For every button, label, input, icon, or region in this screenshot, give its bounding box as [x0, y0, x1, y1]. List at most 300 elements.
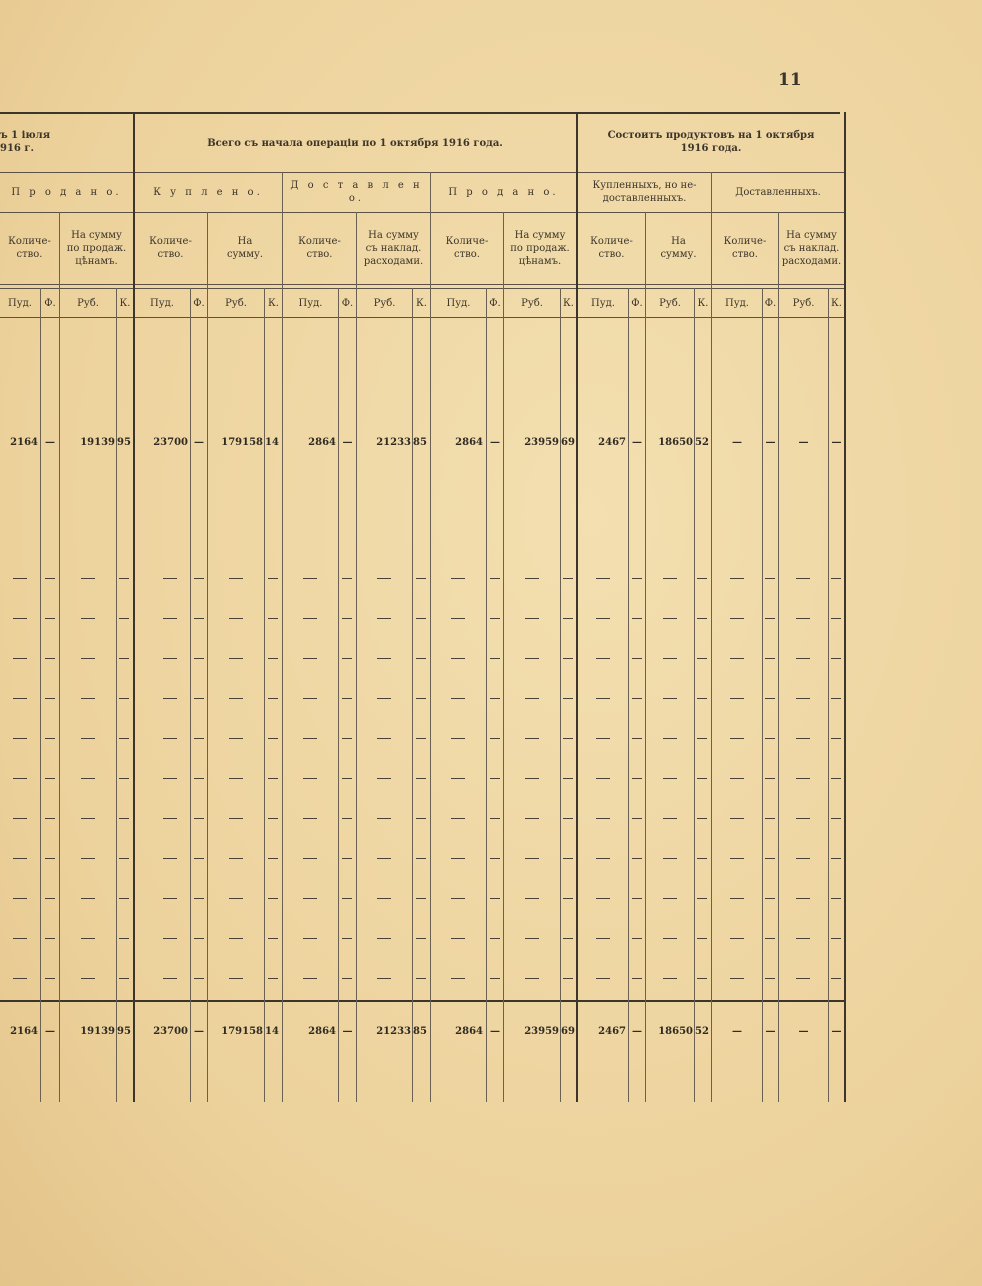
empty-cell-dash	[194, 858, 204, 859]
empty-cell-dash	[268, 818, 278, 819]
empty-cell-dash	[765, 738, 775, 739]
total-bought-rub: 179158	[221, 1026, 263, 1037]
empty-cell-dash	[525, 738, 539, 739]
empty-cell-dash	[697, 978, 707, 979]
vline-u11	[762, 288, 763, 1102]
empty-cell-dash	[45, 778, 55, 779]
unit-pud-1: Пуд.	[8, 297, 32, 309]
empty-cell-dash	[596, 618, 610, 619]
empty-cell-dash	[377, 738, 391, 739]
vline-u9	[628, 288, 629, 1102]
total-sold-k: 69	[561, 1026, 575, 1037]
main-deliv-pud: 2864	[308, 437, 336, 448]
empty-cell-dash	[765, 858, 775, 859]
empty-cell-dash	[163, 898, 177, 899]
rule-units	[0, 317, 846, 318]
empty-cell-dash	[490, 738, 500, 739]
empty-cell-dash	[416, 898, 426, 899]
empty-cell-dash	[416, 778, 426, 779]
header-main-group: Всего съ начала операціи по 1 октября 1916 года.	[207, 137, 503, 149]
empty-cell-dash	[490, 938, 500, 939]
empty-cell-dash	[490, 698, 500, 699]
empty-cell-dash	[632, 858, 642, 859]
total-sold-pud: 2864	[455, 1026, 483, 1037]
empty-cell-dash	[268, 978, 278, 979]
main-bought-k: 14	[265, 437, 279, 448]
total-bnd-k: 52	[695, 1026, 709, 1037]
empty-cell-dash	[563, 938, 573, 939]
sub-sum-delivered: На сумму съ наклад. расходами.	[363, 229, 424, 267]
empty-cell-dash	[119, 738, 129, 739]
empty-cell-dash	[697, 658, 707, 659]
empty-cell-dash	[765, 938, 775, 939]
empty-cell-dash	[525, 898, 539, 899]
empty-cell-dash	[303, 938, 317, 939]
empty-cell-dash	[342, 978, 352, 979]
empty-cell-dash	[796, 778, 810, 779]
empty-cell-dash	[730, 938, 744, 939]
empty-cell-dash	[229, 818, 243, 819]
empty-cell-dash	[13, 738, 27, 739]
empty-cell-dash	[229, 698, 243, 699]
empty-cell-dash	[663, 978, 677, 979]
empty-cell-dash	[563, 818, 573, 819]
empty-cell-dash	[119, 618, 129, 619]
empty-cell-dash	[632, 938, 642, 939]
empty-cell-dash	[229, 858, 243, 859]
empty-cell-dash	[119, 898, 129, 899]
empty-cell-dash	[490, 818, 500, 819]
empty-cell-dash	[194, 738, 204, 739]
empty-cell-dash	[831, 618, 841, 619]
empty-cell-dash	[13, 578, 27, 579]
empty-cell-dash	[229, 898, 243, 899]
empty-cell-dash	[796, 938, 810, 939]
empty-cell-dash	[119, 698, 129, 699]
rule-subheader	[0, 284, 846, 285]
sub-qty-bnd: Количе- ство.	[590, 236, 633, 260]
total-deliv-rub: 21233	[376, 1026, 411, 1037]
empty-cell-dash	[13, 938, 27, 939]
empty-cell-dash	[451, 578, 465, 579]
total-bnd-pud: 2467	[598, 1026, 626, 1037]
sub-sum-bought: На сумму.	[226, 236, 264, 260]
main-sold-pud: 2864	[455, 437, 483, 448]
empty-cell-dash	[730, 778, 744, 779]
ledger-table	[0, 112, 846, 1102]
empty-cell-dash	[490, 978, 500, 979]
empty-cell-dash	[119, 658, 129, 659]
vline-s5	[645, 212, 646, 1102]
total-ds-rub: —	[798, 1026, 809, 1037]
empty-cell-dash	[229, 738, 243, 739]
empty-cell-dash	[596, 898, 610, 899]
empty-cell-dash	[416, 978, 426, 979]
empty-cell-dash	[377, 578, 391, 579]
empty-cell-dash	[377, 778, 391, 779]
vline-s4	[503, 212, 504, 1102]
empty-cell-dash	[663, 858, 677, 859]
total-deliv-k: 85	[413, 1026, 427, 1037]
main-bought-pud: 23700	[153, 437, 188, 448]
main-bnd-pud: 2467	[598, 437, 626, 448]
empty-cell-dash	[831, 938, 841, 939]
empty-cell-dash	[268, 858, 278, 859]
empty-cell-dash	[525, 578, 539, 579]
empty-cell-dash	[596, 858, 610, 859]
empty-cell-dash	[596, 698, 610, 699]
unit-pud-5: Пуд.	[591, 297, 615, 309]
empty-cell-dash	[490, 658, 500, 659]
empty-cell-dash	[525, 658, 539, 659]
empty-cell-dash	[342, 938, 352, 939]
empty-cell-dash	[596, 738, 610, 739]
header-sold: П р о д а н о.	[448, 186, 559, 198]
empty-cell-dash	[697, 578, 707, 579]
page-number: 11	[778, 70, 802, 90]
unit-rub-6: Руб.	[792, 297, 815, 309]
empty-cell-dash	[303, 898, 317, 899]
empty-cell-dash	[765, 578, 775, 579]
empty-cell-dash	[81, 898, 95, 899]
total-sold-rub: 23959	[524, 1026, 559, 1037]
empty-cell-dash	[45, 978, 55, 979]
empty-cell-dash	[525, 818, 539, 819]
empty-cell-dash	[451, 818, 465, 819]
empty-cell-dash	[831, 698, 841, 699]
empty-cell-dash	[697, 778, 707, 779]
empty-cell-dash	[563, 898, 573, 899]
total-sold-f: —	[490, 1026, 500, 1037]
empty-cell-dash	[194, 618, 204, 619]
empty-cell-dash	[377, 938, 391, 939]
unit-rub-3: Руб.	[373, 297, 396, 309]
empty-cell-dash	[342, 698, 352, 699]
vline-s1	[59, 212, 60, 1102]
unit-k-6: К.	[831, 297, 842, 309]
total-bought-k: 14	[265, 1026, 279, 1037]
empty-cell-dash	[525, 978, 539, 979]
empty-cell-dash	[796, 738, 810, 739]
empty-cell-dash	[697, 938, 707, 939]
empty-cell-dash	[268, 898, 278, 899]
empty-cell-dash	[377, 618, 391, 619]
empty-cell-dash	[796, 698, 810, 699]
empty-cell-dash	[119, 858, 129, 859]
empty-cell-dash	[45, 618, 55, 619]
empty-cell-dash	[377, 698, 391, 699]
main-ds-rub: —	[798, 437, 809, 448]
empty-cell-dash	[796, 898, 810, 899]
empty-cell-dash	[416, 698, 426, 699]
empty-cell-dash	[303, 738, 317, 739]
empty-cell-dash	[45, 658, 55, 659]
empty-cell-dash	[416, 858, 426, 859]
empty-cell-dash	[119, 818, 129, 819]
empty-cell-dash	[596, 778, 610, 779]
sub-qty-bought: Количе- ство.	[149, 236, 192, 260]
header-delivered-stock: Доставленныхъ.	[735, 186, 821, 198]
empty-cell-dash	[13, 698, 27, 699]
unit-f-3: Ф.	[341, 297, 354, 309]
unit-k-1: К.	[119, 297, 131, 309]
vline-u12	[828, 288, 829, 1102]
total-bought-pud: 23700	[153, 1026, 188, 1037]
empty-cell-dash	[416, 618, 426, 619]
empty-cell-dash	[451, 898, 465, 899]
empty-cell-dash	[525, 618, 539, 619]
empty-cell-dash	[765, 818, 775, 819]
sub-sum-sale-left: На сумму по продаж. цѣнамъ.	[66, 229, 127, 267]
empty-cell-dash	[45, 698, 55, 699]
empty-cell-dash	[831, 778, 841, 779]
empty-cell-dash	[796, 858, 810, 859]
empty-cell-dash	[81, 778, 95, 779]
header-bought: К у п л е н о.	[153, 186, 263, 198]
empty-cell-dash	[13, 658, 27, 659]
empty-cell-dash	[229, 658, 243, 659]
empty-cell-dash	[831, 818, 841, 819]
empty-cell-dash	[730, 978, 744, 979]
vline-u4	[264, 288, 265, 1102]
sub-qty-left: Количе- ство.	[8, 236, 51, 260]
empty-cell-dash	[268, 578, 278, 579]
empty-cell-dash	[663, 778, 677, 779]
rule-subgroup	[0, 212, 846, 213]
unit-pud-6: Пуд.	[725, 297, 749, 309]
empty-cell-dash	[451, 778, 465, 779]
empty-cell-dash	[697, 858, 707, 859]
empty-cell-dash	[525, 698, 539, 699]
rule-total	[0, 1000, 846, 1002]
empty-cell-dash	[563, 578, 573, 579]
empty-cell-dash	[342, 618, 352, 619]
empty-cell-dash	[451, 698, 465, 699]
unit-pud-2: Пуд.	[150, 297, 174, 309]
sub-qty-ds: Количе- ство.	[723, 236, 767, 260]
empty-cell-dash	[796, 658, 810, 659]
empty-cell-dash	[81, 618, 95, 619]
empty-cell-dash	[81, 658, 95, 659]
empty-cell-dash	[194, 578, 204, 579]
main-left-pud: 2164	[10, 437, 38, 448]
empty-cell-dash	[303, 818, 317, 819]
empty-cell-dash	[632, 778, 642, 779]
unit-rub-2: Руб.	[225, 297, 247, 309]
empty-cell-dash	[13, 618, 27, 619]
unit-pud-4: Пуд.	[446, 297, 471, 309]
unit-f-6: Ф.	[764, 297, 777, 309]
empty-cell-dash	[45, 578, 55, 579]
vline-s2	[207, 212, 208, 1102]
empty-cell-dash	[303, 618, 317, 619]
empty-cell-dash	[119, 978, 129, 979]
empty-cell-dash	[632, 818, 642, 819]
empty-cell-dash	[119, 778, 129, 779]
empty-cell-dash	[697, 698, 707, 699]
empty-cell-dash	[663, 618, 677, 619]
total-bought-f: —	[194, 1026, 204, 1037]
empty-cell-dash	[730, 578, 744, 579]
empty-cell-dash	[697, 818, 707, 819]
main-ds-k: —	[831, 437, 842, 448]
main-bnd-k: 52	[695, 437, 709, 448]
empty-cell-dash	[81, 978, 95, 979]
vline-u6	[412, 288, 413, 1102]
empty-cell-dash	[697, 898, 707, 899]
header-sold-left: П р о д а н о.	[11, 186, 122, 198]
main-sold-k: 69	[561, 437, 575, 448]
empty-cell-dash	[451, 858, 465, 859]
empty-cell-dash	[377, 858, 391, 859]
empty-cell-dash	[229, 578, 243, 579]
empty-cell-dash	[490, 618, 500, 619]
empty-cell-dash	[303, 658, 317, 659]
empty-cell-dash	[268, 658, 278, 659]
empty-cell-dash	[596, 658, 610, 659]
empty-cell-dash	[163, 818, 177, 819]
empty-cell-dash	[490, 778, 500, 779]
empty-cell-dash	[697, 618, 707, 619]
empty-cell-dash	[632, 978, 642, 979]
empty-cell-dash	[632, 738, 642, 739]
total-deliv-f: —	[342, 1026, 353, 1037]
total-left-pud: 2164	[10, 1026, 38, 1037]
unit-rub-5: Руб.	[659, 297, 681, 309]
empty-cell-dash	[451, 658, 465, 659]
empty-cell-dash	[45, 818, 55, 819]
rule-group	[0, 172, 846, 173]
empty-cell-dash	[563, 658, 573, 659]
main-deliv-rub: 21233	[376, 437, 411, 448]
empty-cell-dash	[765, 978, 775, 979]
empty-cell-dash	[119, 938, 129, 939]
total-ds-pud: —	[732, 1026, 742, 1037]
main-deliv-k: 85	[413, 437, 427, 448]
unit-rub-1: Руб.	[77, 297, 99, 309]
empty-cell-dash	[663, 898, 677, 899]
empty-cell-dash	[13, 818, 27, 819]
empty-cell-dash	[194, 698, 204, 699]
empty-cell-dash	[163, 978, 177, 979]
header-bought-not-delivered: Купленныхъ, но не- доставленныхъ.	[592, 180, 697, 204]
empty-cell-dash	[377, 658, 391, 659]
empty-cell-dash	[416, 818, 426, 819]
empty-cell-dash	[663, 578, 677, 579]
vline-s3	[356, 212, 357, 1102]
main-left-rub: 19139	[80, 437, 115, 448]
empty-cell-dash	[490, 898, 500, 899]
empty-cell-dash	[45, 858, 55, 859]
empty-cell-dash	[730, 898, 744, 899]
main-bnd-rub: 18650	[658, 437, 693, 448]
empty-cell-dash	[831, 858, 841, 859]
empty-cell-dash	[416, 938, 426, 939]
empty-cell-dash	[596, 578, 610, 579]
main-left-f: —	[45, 437, 55, 448]
total-deliv-pud: 2864	[308, 1026, 336, 1037]
total-left-k: 95	[117, 1026, 131, 1037]
vline-u1	[40, 288, 41, 1102]
empty-cell-dash	[303, 578, 317, 579]
empty-cell-dash	[765, 778, 775, 779]
empty-cell-dash	[163, 618, 177, 619]
empty-cell-dash	[765, 898, 775, 899]
empty-cell-dash	[596, 938, 610, 939]
unit-pud-3: Пуд.	[298, 297, 323, 309]
empty-cell-dash	[765, 618, 775, 619]
empty-cell-dash	[451, 938, 465, 939]
empty-cell-dash	[831, 738, 841, 739]
empty-cell-dash	[663, 738, 677, 739]
unit-k-5: К.	[697, 297, 709, 309]
empty-cell-dash	[303, 698, 317, 699]
sub-qty-sold: Количе- ство.	[445, 236, 489, 260]
unit-rub-4: Руб.	[521, 297, 543, 309]
empty-cell-dash	[342, 778, 352, 779]
empty-cell-dash	[451, 978, 465, 979]
main-sold-rub: 23959	[524, 437, 559, 448]
empty-cell-dash	[342, 858, 352, 859]
total-ds-k: —	[831, 1026, 842, 1037]
unit-f-4: Ф.	[489, 297, 501, 309]
empty-cell-dash	[194, 778, 204, 779]
empty-cell-dash	[303, 778, 317, 779]
vline-u7	[486, 288, 487, 1102]
total-left-f: —	[45, 1026, 55, 1037]
empty-cell-dash	[163, 858, 177, 859]
empty-cell-dash	[163, 738, 177, 739]
empty-cell-dash	[163, 658, 177, 659]
total-bnd-rub: 18650	[658, 1026, 693, 1037]
empty-cell-dash	[730, 858, 744, 859]
unit-k-4: К.	[563, 297, 574, 309]
empty-cell-dash	[194, 938, 204, 939]
empty-cell-dash	[45, 938, 55, 939]
empty-cell-dash	[163, 698, 177, 699]
empty-cell-dash	[342, 658, 352, 659]
empty-cell-dash	[13, 978, 27, 979]
empty-cell-dash	[81, 738, 95, 739]
empty-cell-dash	[796, 818, 810, 819]
empty-cell-dash	[268, 698, 278, 699]
main-ds-f: —	[765, 437, 776, 448]
empty-cell-dash	[377, 818, 391, 819]
empty-cell-dash	[563, 618, 573, 619]
empty-cell-dash	[490, 858, 500, 859]
vline-s6	[778, 212, 779, 1102]
empty-cell-dash	[525, 938, 539, 939]
main-bnd-f: —	[632, 437, 642, 448]
vline-right	[844, 112, 846, 1102]
vline-u2	[116, 288, 117, 1102]
empty-cell-dash	[697, 738, 707, 739]
empty-cell-dash	[831, 658, 841, 659]
total-left-rub: 19139	[80, 1026, 115, 1037]
main-sold-f: —	[490, 437, 500, 448]
empty-cell-dash	[13, 898, 27, 899]
empty-cell-dash	[765, 658, 775, 659]
empty-cell-dash	[416, 658, 426, 659]
empty-cell-dash	[194, 978, 204, 979]
total-ds-f: —	[765, 1026, 776, 1037]
empty-cell-dash	[416, 578, 426, 579]
empty-cell-dash	[377, 898, 391, 899]
empty-cell-dash	[525, 858, 539, 859]
sub-sum-ds: На сумму съ наклад. расходами.	[781, 229, 842, 267]
empty-cell-dash	[632, 698, 642, 699]
empty-cell-dash	[119, 578, 129, 579]
